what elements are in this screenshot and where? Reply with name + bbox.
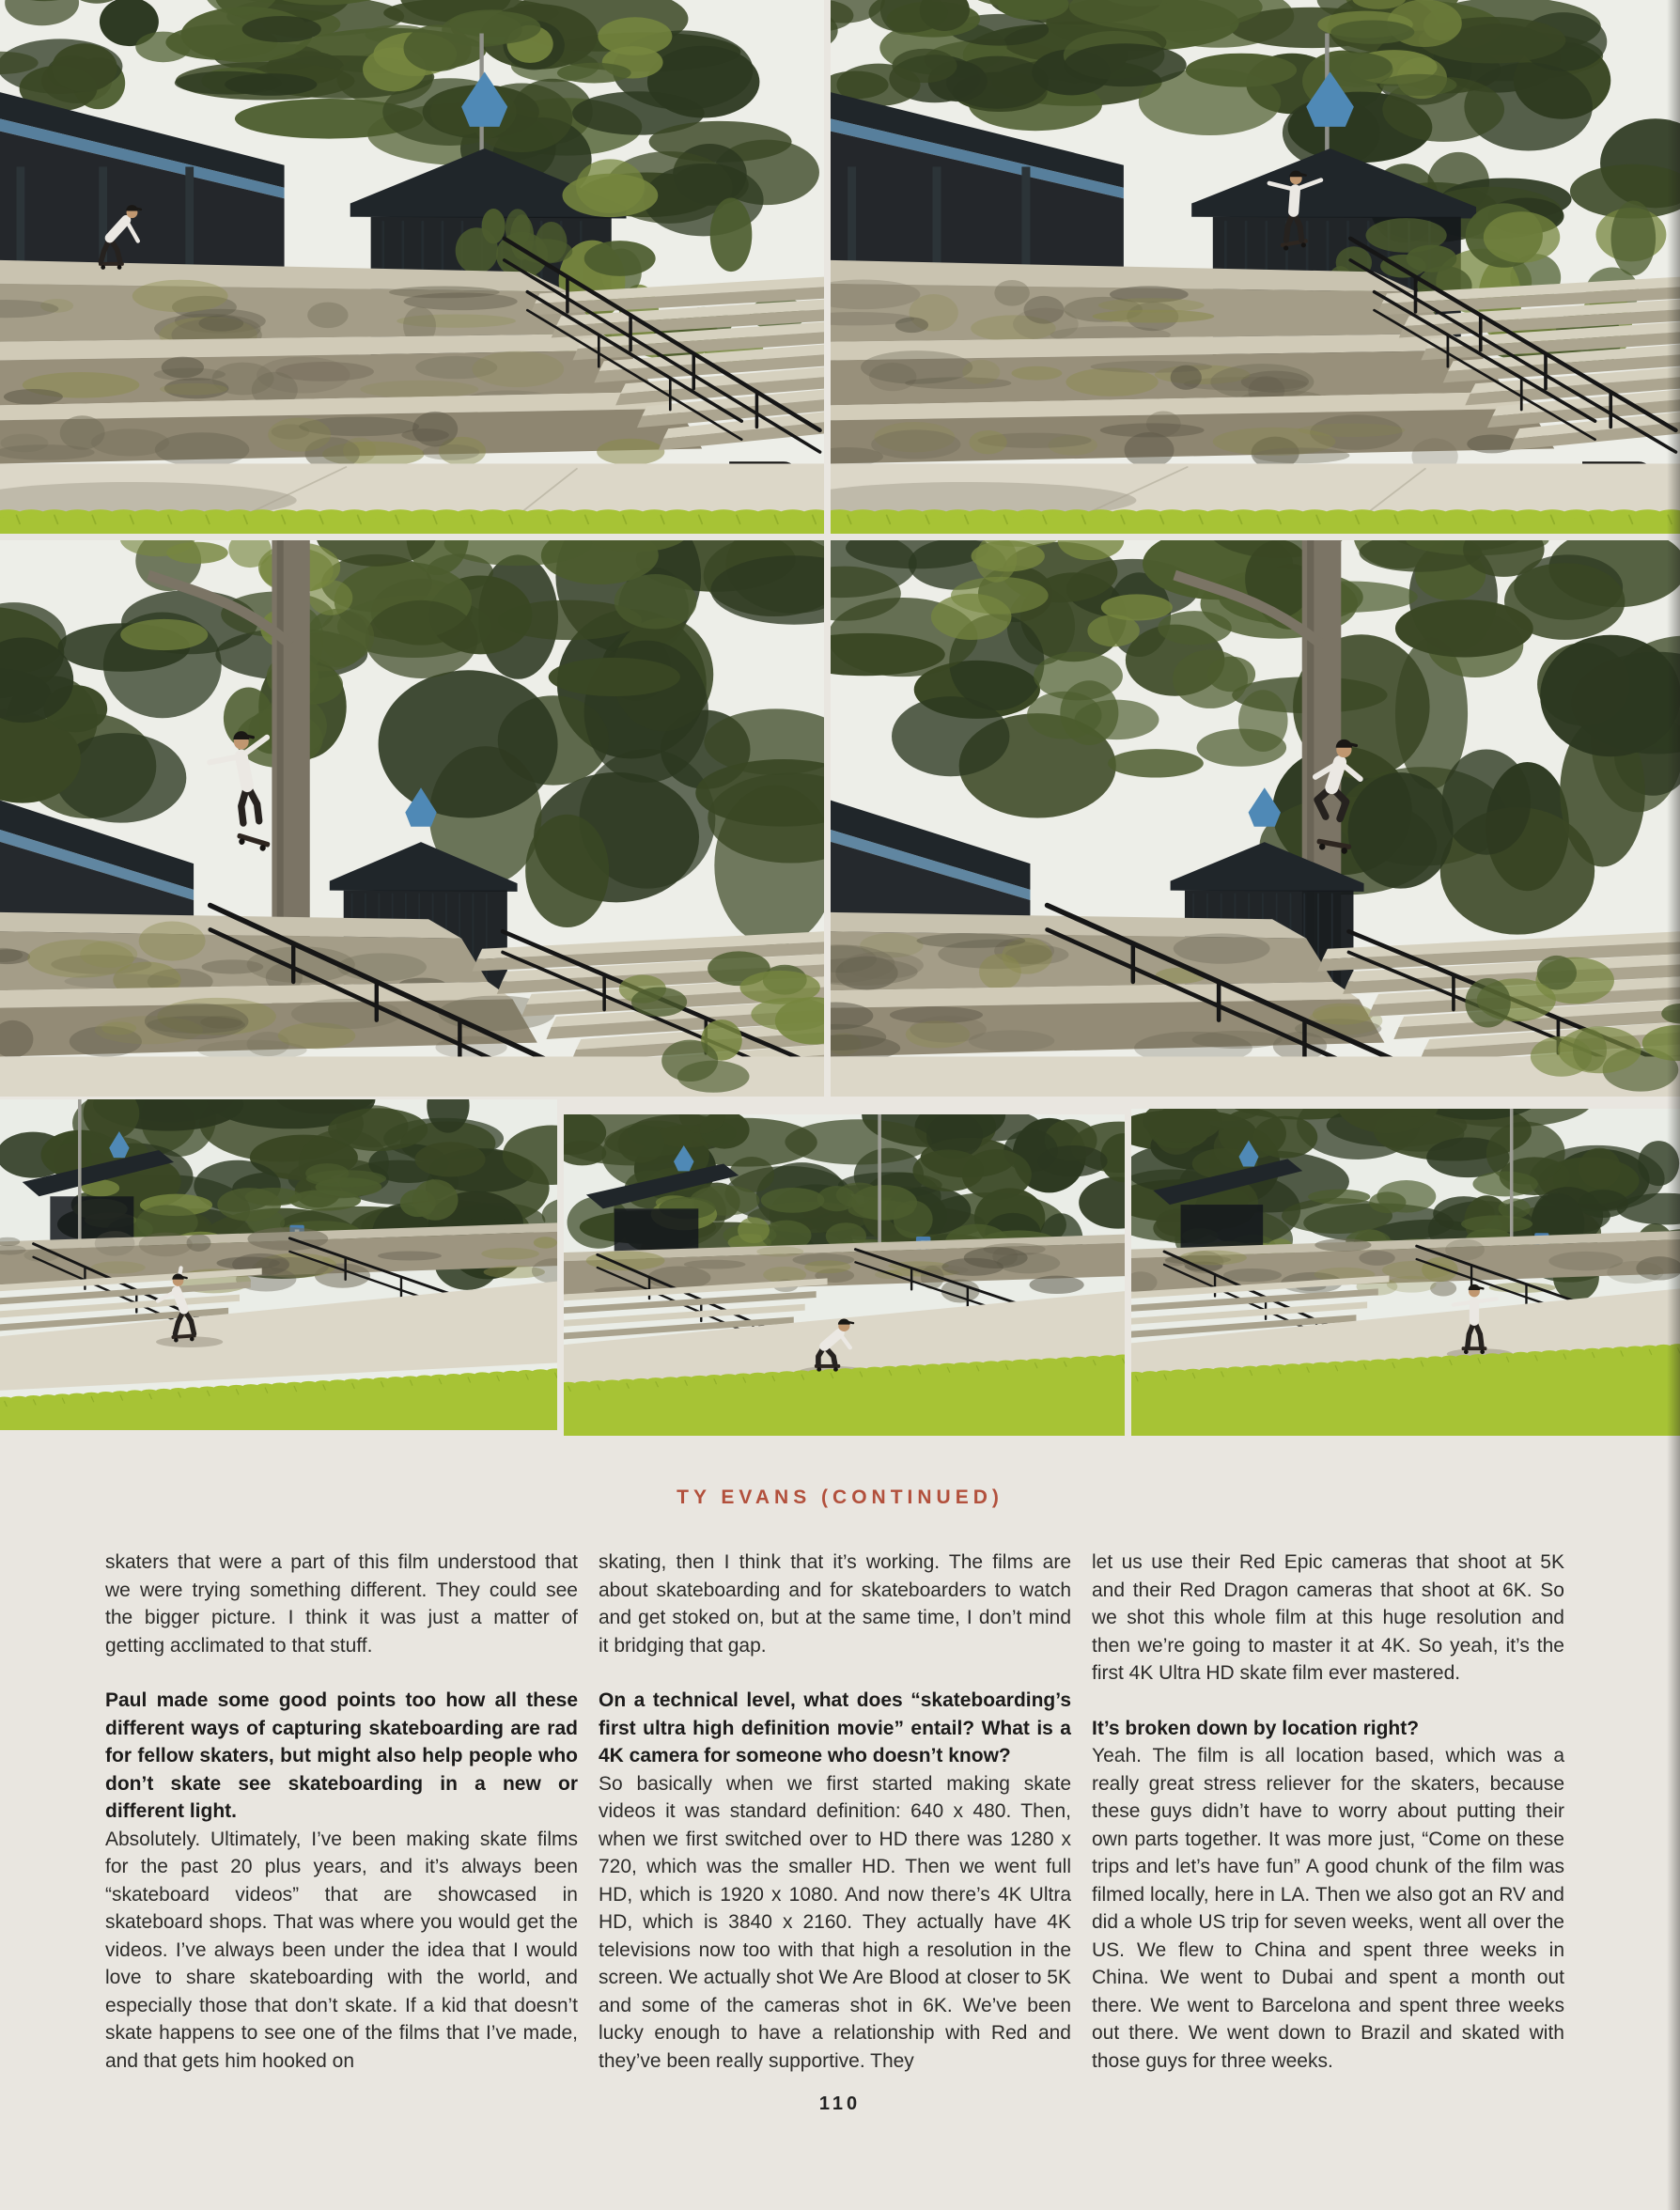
sequence-photo-5 [0,1099,557,1430]
article-heading: TY EVANS (CONTINUED) [677,1486,1003,1508]
article-paragraph: Yeah. The film is all location based, which was a really great stress reliever for the skaters, because these guys didn’t have to worry about putting their own parts together. It was more just, “Come on these trips and let’s have fun” A good chunk of the film was filmed locally, here in LA. Then we also got an RV and did a whole US trip for seven weeks, went all over the US. We flew to China and spent three weeks in China. We went to Dubai and spent a month out there. We went to Barcelona and spent three weeks out there. We went down to Brazil and skated with those guys for three weeks. [1092,1745,1564,2072]
article-column-2 [599,1549,1071,2075]
sequence-photo-6 [564,1114,1125,1436]
sequence-photo-4 [831,540,1680,1097]
page-number: 110 [818,2093,862,2114]
photo-illustration-frame-5 [0,1099,557,1430]
article-column-3 [1092,1549,1564,2075]
article-column-1 [105,1549,578,2075]
photo-illustration-frame-4 [831,540,1680,1097]
article-body [105,1549,1564,2075]
photo-illustration-frame-2 [831,0,1680,534]
photo-illustration-frame-3 [0,540,824,1097]
interview-question: On a technical level, what does “skateboarding’s first ultra high definition movie” entail? What is a 4K camera for someone who doesn’t know? [599,1689,1071,1766]
photo-illustration-frame-1 [0,0,824,534]
interview-question: It’s broken down by location right? [1092,1717,1420,1739]
photo-illustration-frame-7 [1131,1109,1680,1436]
article-paragraph: skaters that were a part of this film understood that we were trying something different. They could see the bigger picture. I think it was just a matter of getting acclimated to that stuff. [105,1551,578,1657]
article-paragraph: let us use their Red Epic cameras that shoot at 5K and their Red Dragon cameras that shoot at 6K. So we shot this whole film at this huge resolution and then we’re going to master it at 4K. So yeah, it’s the first 4K Ultra HD skate film ever mastered. [1092,1551,1564,1684]
sequence-photo-7 [1131,1109,1680,1436]
article-paragraph: Absolutely. Ultimately, I’ve been making skate films for the past 20 plus years, and it’s always been “skateboard videos” that are showcased in skateboard shops. That was where you would get the videos. I’ve always been under the idea that I would love to share skateboarding with the world, and especially those that don’t skate. If a kid that doesn’t skate happens to see one of the films that I’ve made, and that gets him hooked on [105,1828,578,2072]
interview-question: Paul made some good points too how all these different ways of capturing skateboarding are rad for fellow skaters, but might also help people who don’t skate see skateboarding in a new or different light. [105,1689,578,1822]
sequence-photo-1 [0,0,824,534]
sequence-photo-3 [0,540,824,1097]
article-paragraph: skating, then I think that it’s working. The films are about skateboarding and for skateboarders to watch and get stoked on, but at the same time, I don’t mind it bridging that gap. [599,1551,1071,1657]
article-paragraph: So basically when we first started making skate videos it was standard definition: 640 x 480. Then, when we first switched over to HD there was 1280 x 720, which was the smaller HD. Then we went full HD, which is 1920 x 1080. And now there’s 4K Ultra HD, which is 3840 x 2160. They actually have 4K televisions now too with that high a resolution in the screen. We actually shot We Are Blood at closer to 5K and some of the cameras shot in 6K. We’ve been lucky enough to have a relationship with Red and they’ve been really supportive. They [599,1772,1071,2072]
sequence-photo-2 [831,0,1680,534]
photo-illustration-frame-6 [564,1114,1125,1436]
